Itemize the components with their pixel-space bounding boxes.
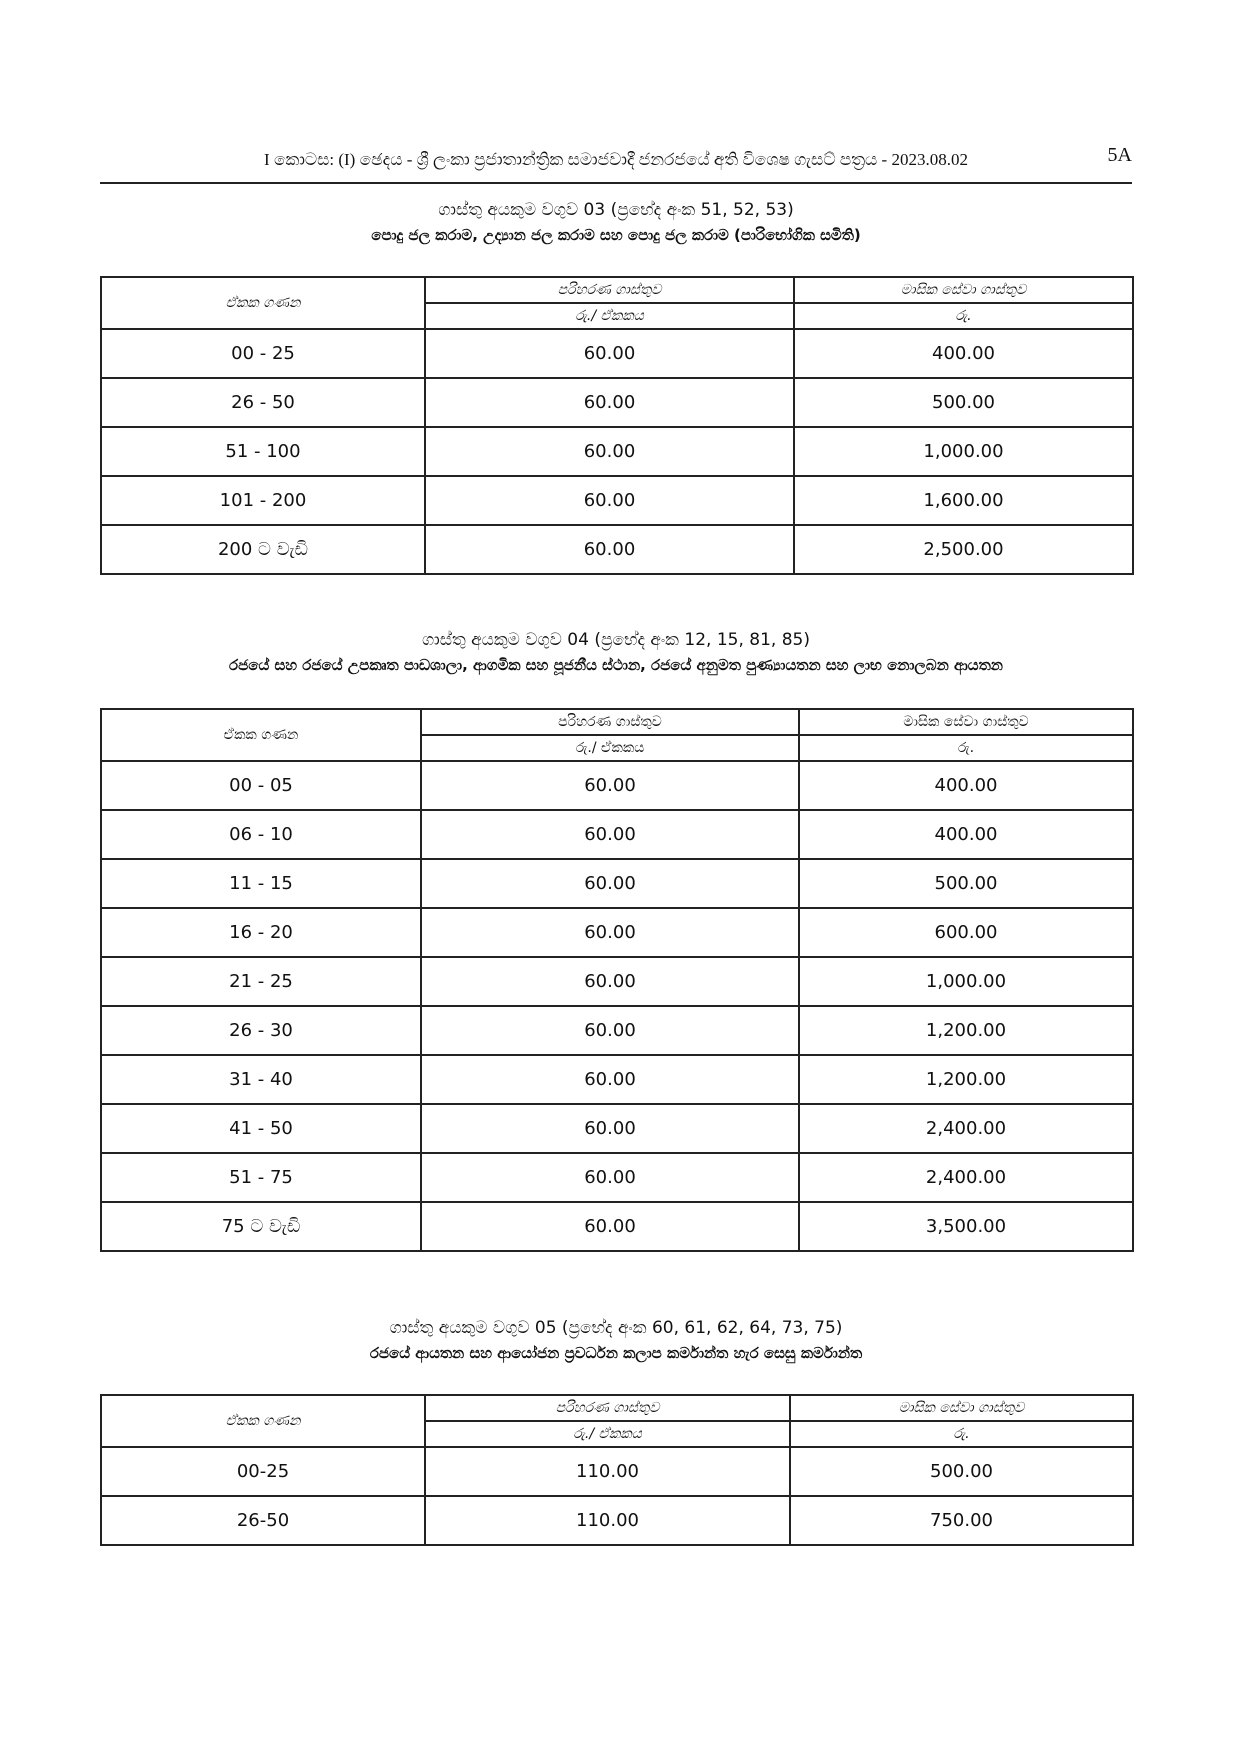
maintenance-fee: 60.00 [425, 476, 794, 525]
unit-range: 00 - 25 [101, 329, 425, 378]
maintenance-fee: 60.00 [425, 378, 794, 427]
unit-range: 41 - 50 [101, 1104, 421, 1153]
unit-range: 31 - 40 [101, 1055, 421, 1104]
monthly-fee: 500.00 [799, 859, 1133, 908]
monthly-unit-header: රු. [790, 1421, 1133, 1447]
section-subtitle: රජයේ ආයතන සහ ආයෝජන ප්‍රවර්ධන කලාප කර්මාන්ත හැර සෙසු කර්මාන්ත [369, 1344, 863, 1362]
monthly-fee: 1,000.00 [794, 427, 1133, 476]
table-row [101, 427, 1133, 476]
maintenance-fee: 60.00 [421, 1202, 799, 1251]
unit-range: 00 - 05 [101, 761, 421, 810]
table-row [101, 1006, 1133, 1055]
table-row [101, 1202, 1133, 1251]
table-row [101, 908, 1133, 957]
table-row [101, 957, 1133, 1006]
section-subtitle: පොදු ජල කරාම, උද්‍යාන ජල කරාම සහ පොදු ජල කරාම (පාරිභෝගික සමිති) [371, 226, 861, 244]
unit-range: 200 ට වැඩි [101, 525, 425, 574]
tariff-section-04 [100, 628, 1132, 1252]
units-header: ඒකක ගණන [101, 277, 425, 329]
gazette-header-text: I කොටස: (I) ඡෙදය - ශ්‍රී ලංකා ප්‍රජාතාන්ත්‍රික සමාජවාදී ජනරජයේ අති විශෙෂ ගැසට් පත්‍රය - 2023.08.02 [264, 150, 968, 169]
maintenance-fee: 60.00 [421, 761, 799, 810]
monthly-fee: 400.00 [799, 761, 1133, 810]
maintenance-unit-header: රු./ ඒකකය [425, 1421, 790, 1447]
maintenance-unit-header: රු./ ඒකකය [425, 303, 794, 329]
table-row [101, 329, 1133, 378]
maintenance-fee: 60.00 [421, 1153, 799, 1202]
monthly-fee-header: මාසික සේවා ගාස්තුව [790, 1395, 1133, 1421]
unit-range: 06 - 10 [101, 810, 421, 859]
table-row [101, 1104, 1133, 1153]
maintenance-fee: 110.00 [425, 1447, 790, 1496]
section-title: ගාස්තු අයකුම වගුව 04 (ප්‍රභේද අංක 12, 15, 81, 85) [422, 630, 810, 650]
monthly-fee: 500.00 [790, 1447, 1133, 1496]
maintenance-fee: 60.00 [425, 427, 794, 476]
gazette-header [100, 140, 1132, 184]
monthly-fee: 1,200.00 [799, 1055, 1133, 1104]
tariff-table-03 [100, 276, 1134, 575]
maintenance-fee: 60.00 [421, 1006, 799, 1055]
monthly-fee-header: මාසික සේවා ගාස්තුව [799, 709, 1133, 735]
table-row [101, 859, 1133, 908]
table-row [101, 1496, 1133, 1545]
maintenance-fee: 60.00 [421, 810, 799, 859]
table-row [101, 761, 1133, 810]
unit-range: 51 - 100 [101, 427, 425, 476]
maintenance-unit-header: රු./ ඒකකය [421, 735, 799, 761]
monthly-fee: 1,200.00 [799, 1006, 1133, 1055]
maintenance-fee: 110.00 [425, 1496, 790, 1545]
unit-range: 26 - 50 [101, 378, 425, 427]
table-row [101, 1447, 1133, 1496]
unit-range: 75 ට වැඩි [101, 1202, 421, 1251]
tariff-section-03 [100, 198, 1132, 575]
monthly-unit-header: රු. [794, 303, 1133, 329]
monthly-fee: 3,500.00 [799, 1202, 1133, 1251]
section-title: ගාස්තු අයකුම වගුව 03 (ප්‍රභේද අංක 51, 52, 53) [438, 200, 794, 220]
units-header: ඒකක ගණන [101, 1395, 425, 1447]
section-subtitle: රජයේ සහ රජයේ උපකෘත පාඩශාලා, ආගමික සහ පූජනීය ස්ථාන, රජයේ අනුමත පුණ්‍යායතන සහ ලාභ නොලබන ආයතන [229, 656, 1003, 674]
unit-range: 16 - 20 [101, 908, 421, 957]
unit-range: 101 - 200 [101, 476, 425, 525]
monthly-fee: 2,400.00 [799, 1153, 1133, 1202]
maintenance-fee: 60.00 [421, 1055, 799, 1104]
table-row [101, 810, 1133, 859]
maintenance-fee: 60.00 [425, 525, 794, 574]
table-row [101, 378, 1133, 427]
monthly-fee: 2,500.00 [794, 525, 1133, 574]
maintenance-fee: 60.00 [421, 957, 799, 1006]
monthly-fee: 750.00 [790, 1496, 1133, 1545]
monthly-fee: 2,400.00 [799, 1104, 1133, 1153]
maintenance-fee-header: පරිහරණ ගාස්තුව [421, 709, 799, 735]
monthly-fee-header: මාසික සේවා ගාස්තුව [794, 277, 1133, 303]
monthly-unit-header: රු. [799, 735, 1133, 761]
maintenance-fee-header: පරිහරණ ගාස්තුව [425, 277, 794, 303]
unit-range: 21 - 25 [101, 957, 421, 1006]
unit-range: 51 - 75 [101, 1153, 421, 1202]
maintenance-fee: 60.00 [425, 329, 794, 378]
page-number: 5A [1107, 144, 1132, 166]
unit-range: 11 - 15 [101, 859, 421, 908]
table-row [101, 525, 1133, 574]
unit-range: 26 - 30 [101, 1006, 421, 1055]
maintenance-fee: 60.00 [421, 908, 799, 957]
monthly-fee: 400.00 [799, 810, 1133, 859]
maintenance-fee: 60.00 [421, 1104, 799, 1153]
tariff-section-05 [100, 1316, 1132, 1546]
maintenance-fee: 60.00 [421, 859, 799, 908]
table-row [101, 1153, 1133, 1202]
table-row [101, 1055, 1133, 1104]
monthly-fee: 400.00 [794, 329, 1133, 378]
maintenance-fee-header: පරිහරණ ගාස්තුව [425, 1395, 790, 1421]
tariff-table-05 [100, 1394, 1134, 1546]
monthly-fee: 1,000.00 [799, 957, 1133, 1006]
monthly-fee: 1,600.00 [794, 476, 1133, 525]
monthly-fee: 500.00 [794, 378, 1133, 427]
units-header: ඒකක ගණන [101, 709, 421, 761]
section-title: ගාස්තු අයකුම වගුව 05 (ප්‍රභේද අංක 60, 61, 62, 64, 73, 75) [389, 1318, 843, 1338]
unit-range: 00-25 [101, 1447, 425, 1496]
table-row [101, 476, 1133, 525]
tariff-table-04 [100, 708, 1134, 1252]
monthly-fee: 600.00 [799, 908, 1133, 957]
unit-range: 26-50 [101, 1496, 425, 1545]
